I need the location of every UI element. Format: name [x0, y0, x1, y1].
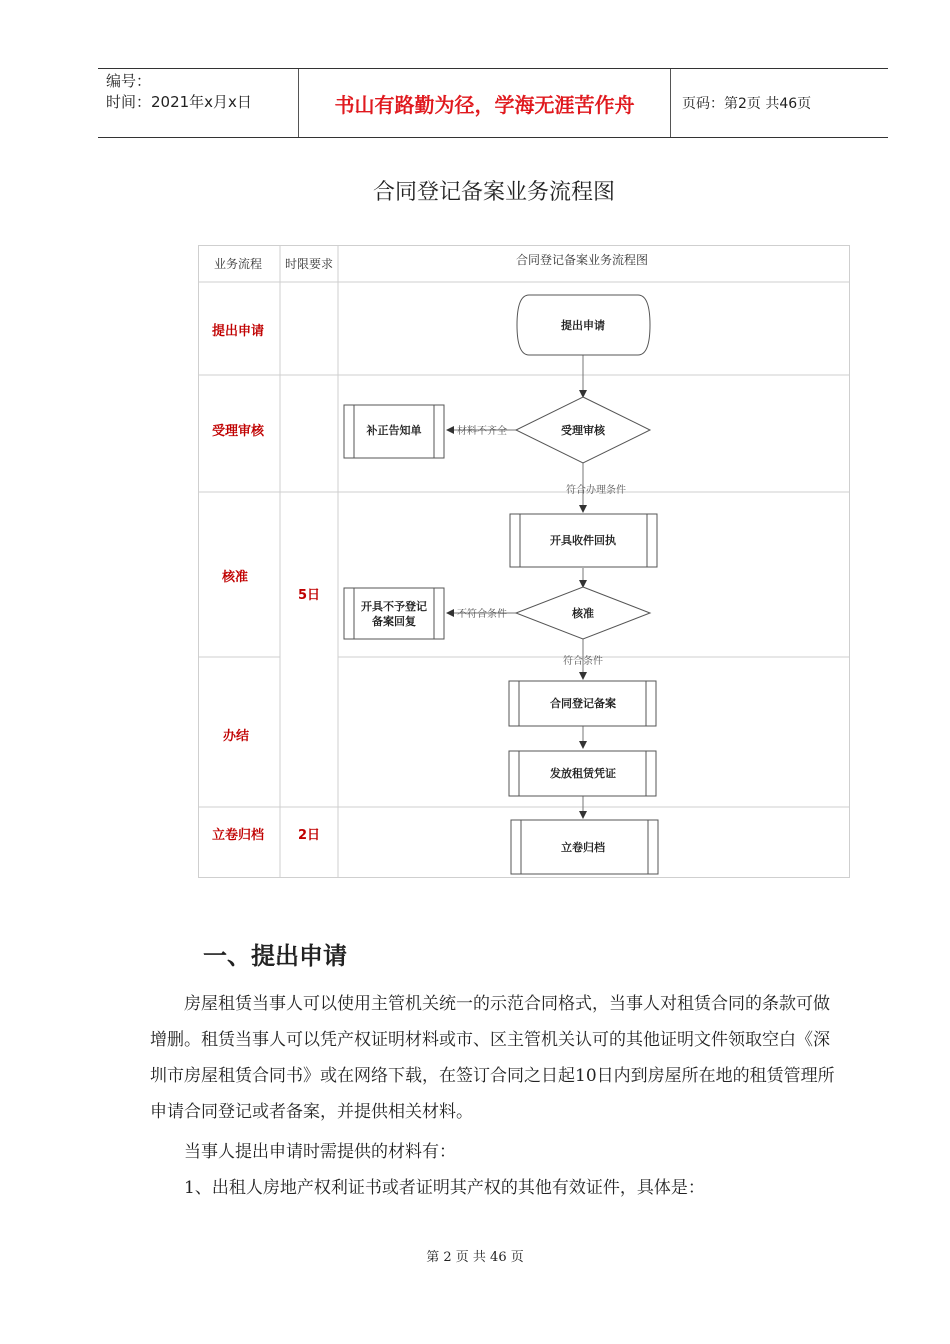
- col-header-time: 时限要求: [284, 257, 334, 271]
- page-footer: 第 2 页 共 46 页: [426, 1250, 524, 1265]
- edge-label-incomplete: 材料不齐全: [457, 426, 507, 437]
- section-heading: 一、提出申请: [203, 941, 347, 970]
- node-correction: 补正告知单: [366, 424, 422, 437]
- flow-shapes: [344, 295, 658, 874]
- page-header: [98, 68, 888, 138]
- time-limit-5days: 5日: [297, 588, 321, 603]
- header-motto: 书山有路勤为径，学海无涯苦作舟: [334, 93, 635, 117]
- header-divider: [670, 69, 671, 137]
- stage-labels: [212, 323, 265, 843]
- node-reject-line1: 开具不予登记: [361, 600, 427, 613]
- node-issue: 发放租赁凭证: [550, 767, 616, 780]
- stage-label-review: 受理审核: [211, 424, 265, 439]
- col-header-process: 业务流程: [213, 257, 263, 271]
- time-limit-2days: 2日: [297, 828, 321, 843]
- node-receipt: 开具收件回执: [550, 534, 616, 547]
- paragraph-materials: 当事人提出申请时需提供的材料有：: [184, 1142, 456, 1162]
- header-meta: [106, 71, 252, 113]
- edge-label-meets: 符合条件: [563, 656, 603, 667]
- node-review: 受理审核: [561, 424, 605, 437]
- header-time-label: 时间：2021年x月x日: [106, 93, 252, 111]
- node-reject-line2: 备案回复: [372, 615, 416, 628]
- node-register: 合同登记备案: [550, 697, 616, 710]
- flowchart: [198, 245, 850, 879]
- col-header-flowchart: 合同登记备案业务流程图: [515, 253, 649, 267]
- edge-label-not-eligible: 不符合条件: [457, 609, 507, 620]
- header-page-info: 页码：第2页 共46页: [682, 96, 812, 112]
- node-archive: 立卷归档: [561, 841, 605, 854]
- header-number-label: 编号：: [106, 72, 152, 90]
- stage-label-apply: 提出申请: [211, 324, 265, 339]
- stage-label-archive: 立卷归档: [211, 828, 265, 843]
- paragraph-intro: 房屋租赁当事人可以使用主管机关统一的示范合同格式，当事人对租赁合同的条款可做增删。租赁当事人可以凭产权证明材料或市、区主管机关认可的其他证明文件领取空白《深圳市房屋租赁合同书》或在网络下载，在签订合同之日起10日内到房屋所在地的租赁管理所申请合同登记或者备案，并提供相关材料。: [150, 994, 835, 1122]
- paragraph-item-1: 1、出租人房地产权利证书或者证明其产权的其他有效证件，具体是：: [184, 1178, 705, 1198]
- node-start: 提出申请: [561, 319, 605, 332]
- stage-label-complete: 办结: [222, 729, 250, 744]
- document-title: 合同登记备案业务流程图: [372, 180, 615, 205]
- stage-label-approve: 核准: [221, 570, 249, 585]
- edge-label-eligible: 符合办理条件: [566, 485, 626, 496]
- node-approve: 核准: [572, 607, 594, 620]
- node-labels: [361, 318, 616, 854]
